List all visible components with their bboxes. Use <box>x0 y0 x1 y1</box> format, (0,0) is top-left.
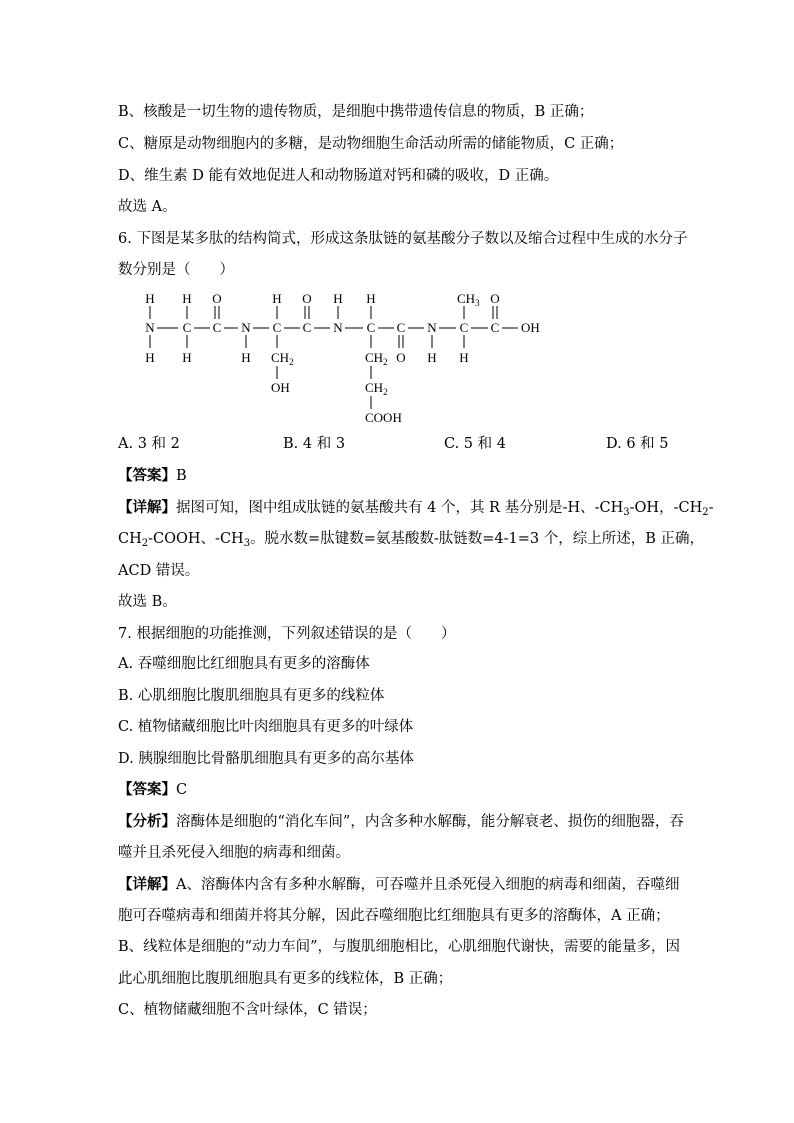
q6-option-d: D. 6 和 5 <box>606 436 669 452</box>
q7-analysis-line2: 噬并且杀死侵入细胞的病毒和细菌。 <box>118 845 350 861</box>
group-oh: OH <box>521 320 540 335</box>
atom-h: H <box>241 350 251 365</box>
group-oh: OH <box>271 380 290 395</box>
q7-answer <box>118 780 187 800</box>
analysis-tag: 【分析】 <box>118 813 176 830</box>
group-ch3: $CH_3$ <box>457 291 480 308</box>
q6-detail-line2: $CH_2$-COOH、$-CH_3$。脱水数=肽键数=氨基酸数-肽链数=4-1=3 个，综上所述，B 正确， <box>118 531 705 549</box>
detail-tag: 【详解】 <box>118 499 176 516</box>
atom-n: N <box>427 320 437 335</box>
q7-option-d: D. 胰腺细胞比骨骼肌细胞具有更多的高尔基体 <box>118 751 414 767</box>
atom-o: O <box>212 291 222 306</box>
q5-option-c-explanation: C、糖原是动物细胞内的多糖，是动物细胞生命活动所需的储能物质，C 正确； <box>118 136 624 152</box>
answer-tag: 【答案】 <box>118 781 176 798</box>
q6-detail-line1: 【详解】据图可知，图中组成肽链的氨基酸共有 4 个，其 R 基分别是-H、$-CH_3-OH$，$-CH_2-$ <box>118 499 714 518</box>
q7-detail-line4: 此心肌细胞比腹肌细胞具有更多的线粒体，B 正确； <box>118 971 453 987</box>
q6-answer <box>118 466 187 486</box>
atom-c: C <box>366 320 376 335</box>
atom-h: H <box>182 350 192 365</box>
atom-h: H <box>333 291 343 306</box>
atom-h: H <box>182 291 192 306</box>
detail-tag: 【详解】 <box>118 876 176 893</box>
atom-c: C <box>212 320 222 335</box>
polypeptide-structure-diagram <box>130 286 560 426</box>
q5-option-b-explanation: B、核酸是一切生物的遗传物质，是细胞中携带遗传信息的物质，B 正确； <box>118 104 594 120</box>
atom-n: N <box>145 320 155 335</box>
q6-option-a: A. 3 和 2 <box>118 436 180 452</box>
q6-stem-line1: 6. 下图是某多肽的结构简式，形成这条肽链的氨基酸分子数以及缩合过程中生成的水分子 <box>118 231 688 247</box>
atom-h: H <box>272 291 282 306</box>
q6-option-b: B. 4 和 3 <box>283 436 346 452</box>
q7-option-b: B. 心肌细胞比腹肌细胞具有更多的线粒体 <box>118 688 385 704</box>
answer-value: B <box>176 468 187 484</box>
group-ch2: $CH_2$ <box>365 380 388 397</box>
q5-option-d-explanation: D、维生素 D 能有效地促进人和动物肠道对钙和磷的吸收，D 正确。 <box>118 168 559 184</box>
atom-n: N <box>333 320 343 335</box>
atom-c: C <box>490 320 500 335</box>
atom-c: C <box>396 320 406 335</box>
group-cooh: COOH <box>365 410 402 425</box>
atom-h: H <box>145 291 155 306</box>
atom-h: H <box>459 350 469 365</box>
q7-analysis-line1: 【分析】溶酶体是细胞的“消化车间”，内含多种水解酶，能分解衰老、损伤的细胞器，吞 <box>118 813 684 830</box>
q7-stem: 7. 根据细胞的功能推测，下列叙述错误的是（ ） <box>118 626 456 642</box>
atom-c: C <box>182 320 192 335</box>
q6-option-c: C. 5 和 4 <box>444 436 506 452</box>
q6-conclusion: 故选 B。 <box>118 594 177 610</box>
atom-h: H <box>145 350 155 365</box>
q7-option-c: C. 植物储藏细胞比叶肉细胞具有更多的叶绿体 <box>118 719 414 735</box>
q7-detail-line1: 【详解】A、溶酶体内含有多种水解酶，可吞噬并且杀死侵入细胞的病毒和细菌，吞噬细 <box>118 876 680 893</box>
group-ch2: $CH_2$ <box>365 350 388 367</box>
atom-h: H <box>427 350 437 365</box>
atom-c: C <box>459 320 469 335</box>
atom-o: O <box>396 350 406 365</box>
q6-stem-line2: 数分别是（ ） <box>118 262 234 278</box>
atom-o: O <box>302 291 312 306</box>
atom-c: C <box>302 320 312 335</box>
q7-detail-line2: 胞可吞噬病毒和细菌并将其分解，因此吞噬细胞比红细胞具有更多的溶酶体，A 正确； <box>118 908 670 924</box>
atom-c: C <box>272 320 282 335</box>
atom-h: H <box>366 291 376 306</box>
atom-o: O <box>490 291 500 306</box>
q6-detail-line3: ACD 错误。 <box>118 563 200 579</box>
answer-tag: 【答案】 <box>118 467 176 484</box>
answer-value: C <box>176 782 188 798</box>
q7-detail-line5: C、植物储藏细胞不含叶绿体，C 错误； <box>118 1002 377 1018</box>
atom-n: N <box>241 320 251 335</box>
q7-option-a: A. 吞噬细胞比红细胞具有更多的溶酶体 <box>118 656 370 672</box>
group-ch2: $CH_2$ <box>271 350 294 367</box>
q5-conclusion: 故选 A。 <box>118 199 177 215</box>
q7-detail-line3: B、线粒体是细胞的“动力车间”，与腹肌细胞相比，心肌细胞代谢快，需要的能量多，因 <box>118 939 680 955</box>
